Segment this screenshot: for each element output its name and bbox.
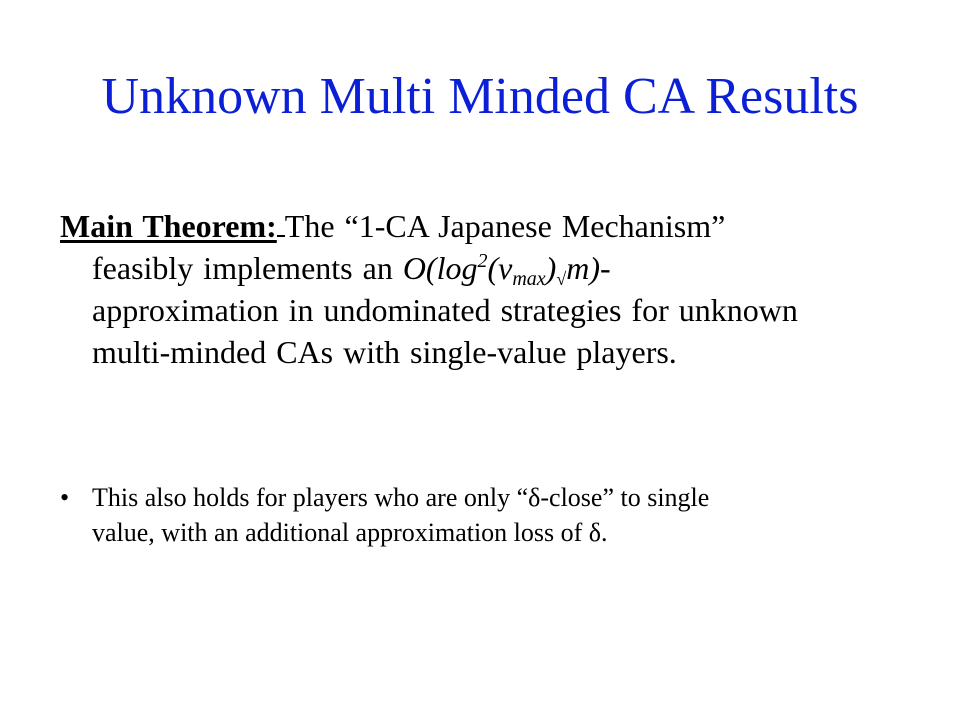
formula-close-paren: )	[545, 250, 557, 286]
approximation-formula	[402, 250, 600, 290]
formula-sqrt-sign: √	[556, 269, 567, 289]
theorem-line-1	[60, 205, 920, 247]
bullet-point-icon: •	[60, 483, 70, 512]
formula-m: m)	[566, 250, 600, 286]
slide-title: Unknown Multi Minded CA Results	[101, 68, 859, 125]
formula-exponent: 2	[477, 250, 488, 272]
main-theorem	[60, 205, 920, 373]
theorem-line-2	[60, 247, 920, 289]
theorem-line-4: multi-minded CAs with single-value players.	[92, 334, 677, 370]
bullet-item	[60, 480, 920, 550]
theorem-text-2: feasibly implements an	[92, 250, 403, 286]
bullet-line-1: This also holds for players who are only “δ-close” to single	[92, 483, 710, 512]
formula-v: (v	[487, 250, 513, 286]
theorem-line-3: approximation in undominated strategies for unknown	[92, 292, 798, 328]
theorem-text-2-hyphen: -	[599, 250, 611, 286]
theorem-text-1: The “1-CA Japanese Mechanism”	[284, 208, 726, 244]
formula-subscript-max: max	[512, 268, 546, 290]
theorem-label: Main Theorem:	[60, 208, 277, 244]
formula-o-log: O(log	[402, 250, 478, 286]
bullet-line-2: value, with an additional approximation loss of δ.	[92, 518, 608, 547]
bullet-text	[92, 480, 920, 550]
theorem-label-underline-gap	[277, 211, 285, 237]
